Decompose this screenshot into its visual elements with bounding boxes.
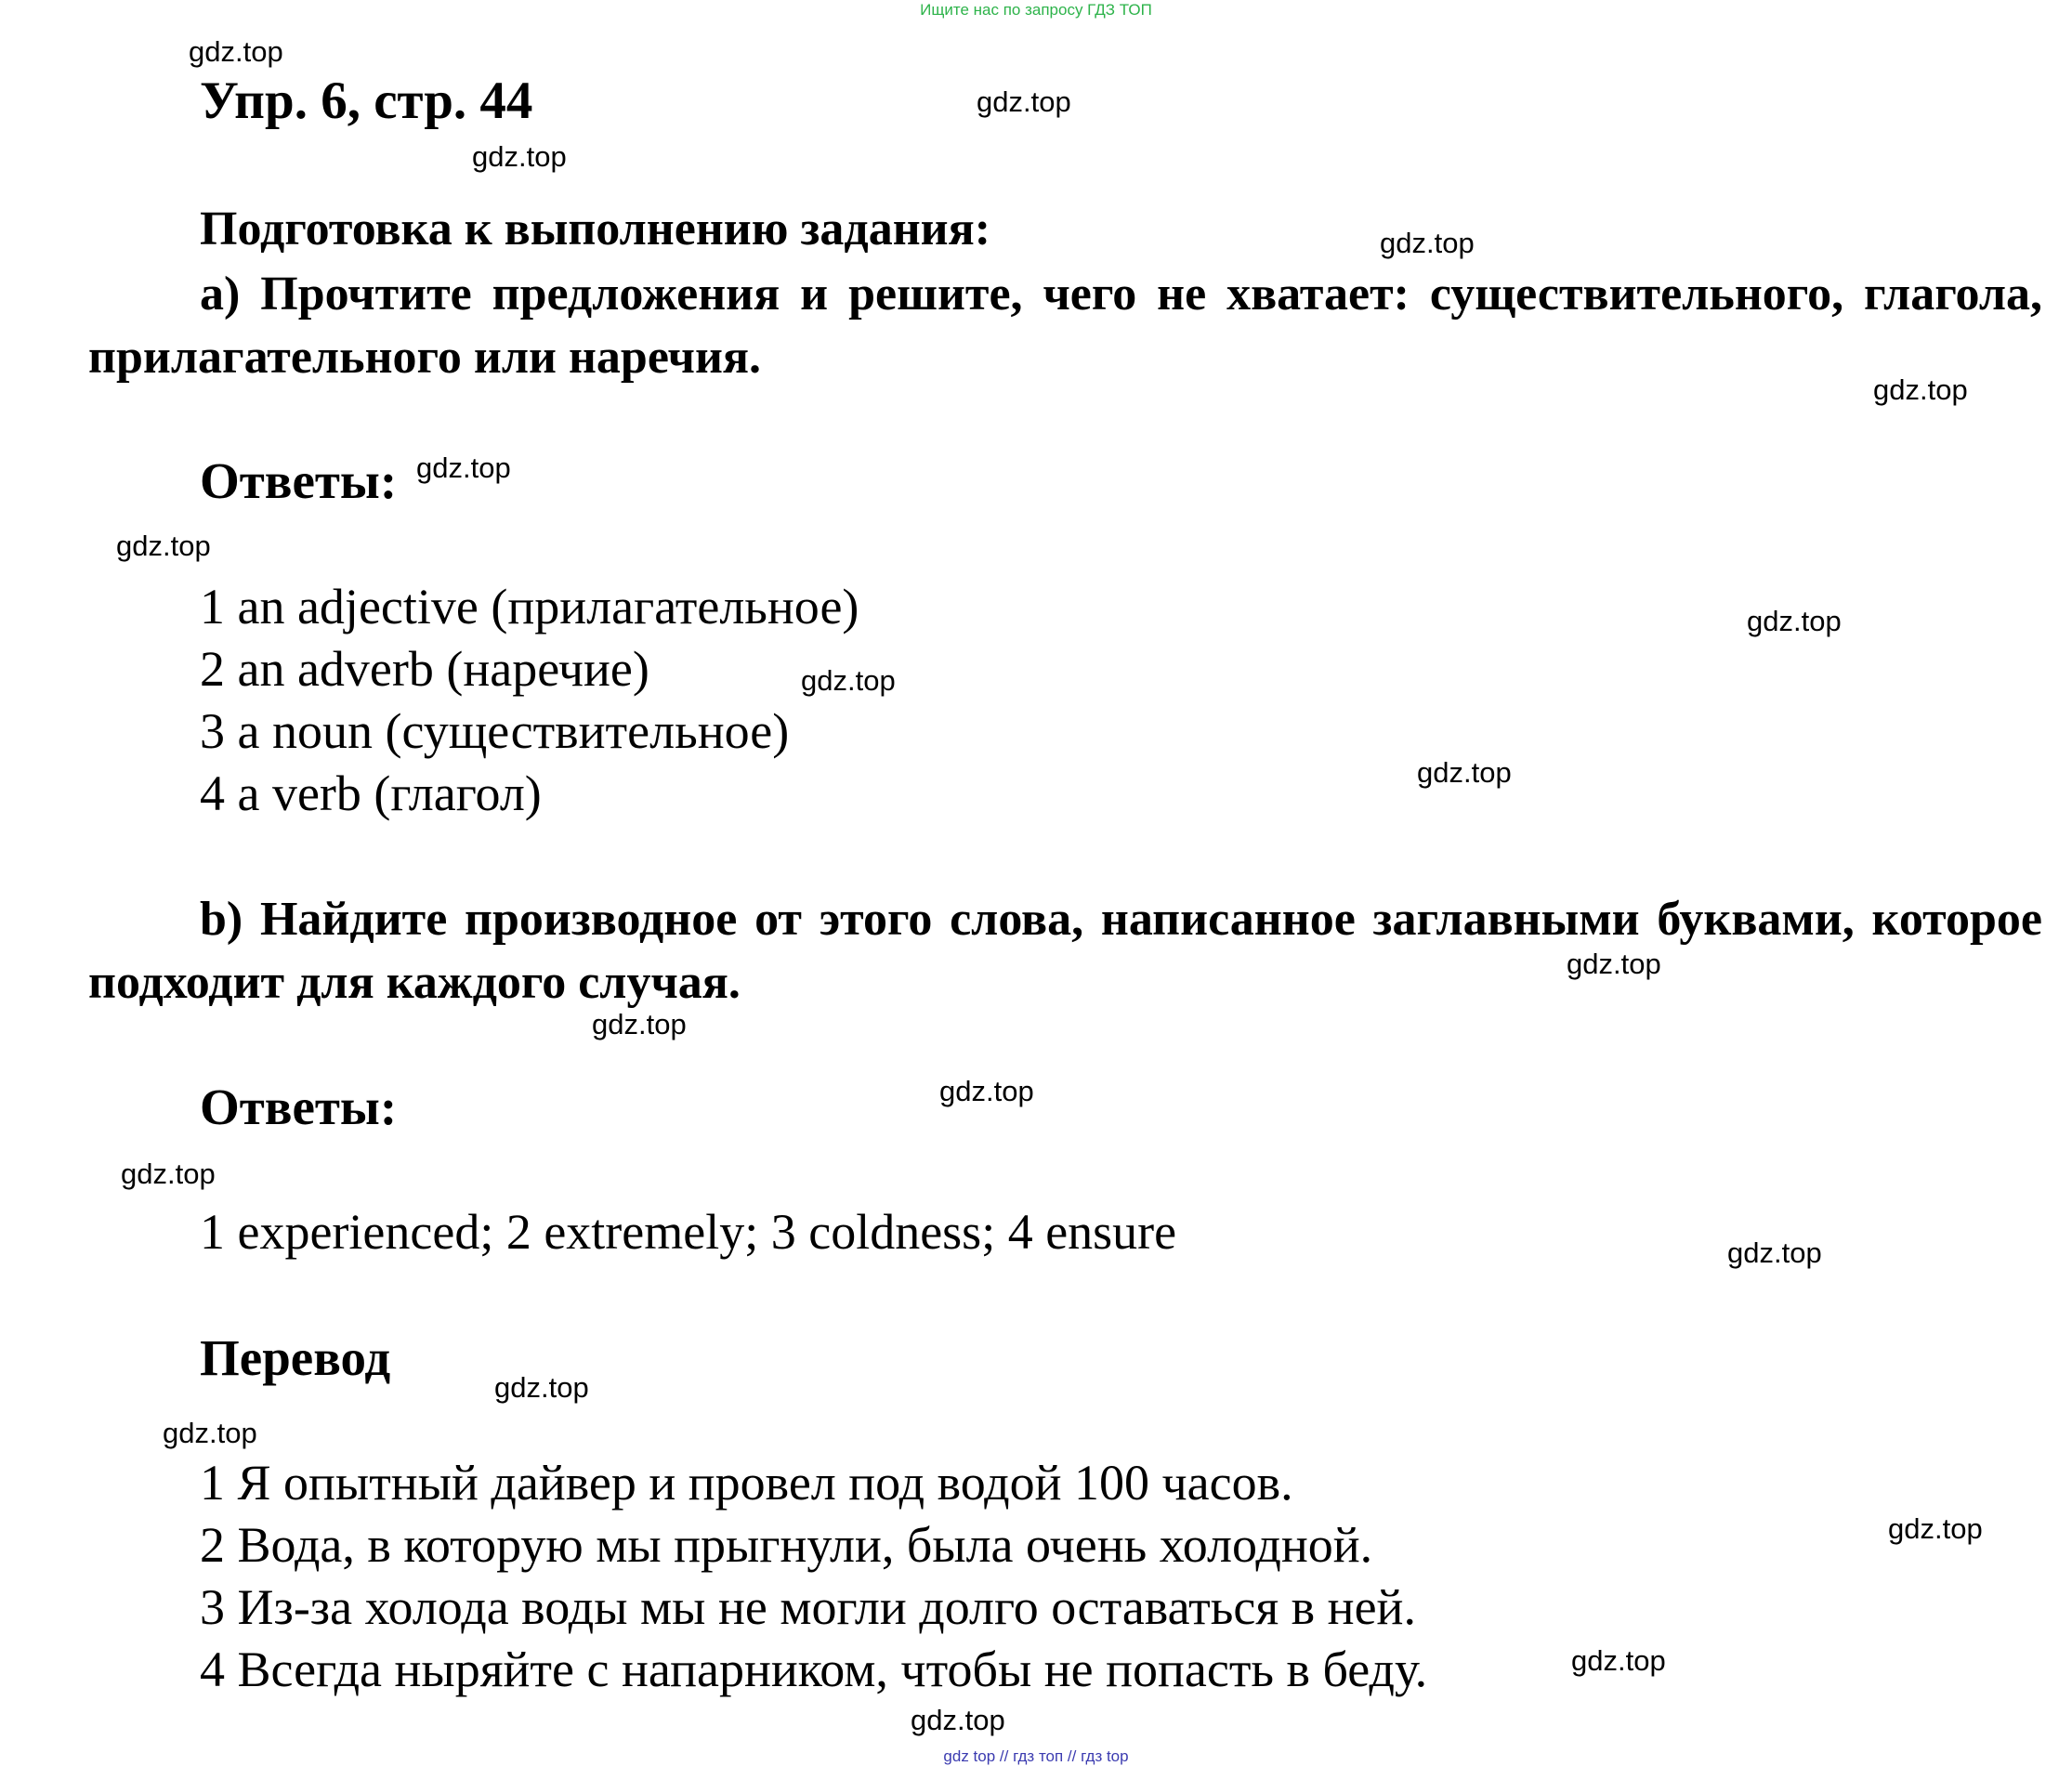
watermark: gdz.top xyxy=(1380,227,1475,259)
watermark: gdz.top xyxy=(472,140,567,173)
bottom-banner: gdz top // гдз топ // гдз top xyxy=(943,1747,1129,1765)
watermark: gdz.top xyxy=(416,451,511,484)
watermark: gdz.top xyxy=(801,664,896,697)
list-item: 4 a verb (глагол) xyxy=(200,765,542,821)
watermark: gdz.top xyxy=(911,1704,1005,1736)
list-item: 4 Всегда ныряйте с напарником, чтобы не попасть в беду. xyxy=(200,1642,1428,1697)
task-a-instructions: a) Прочтите предложения и решите, чего не хватает: существительного, глагола, прилагательного или наречия. xyxy=(88,268,2042,384)
answers-line-b: 1 experienced; 2 extremely; 3 coldness; 4 ensure xyxy=(200,1204,1177,1260)
watermark: gdz.top xyxy=(163,1417,257,1449)
watermark: gdz.top xyxy=(121,1158,216,1190)
watermark: gdz.top xyxy=(116,530,211,562)
translation-heading: Перевод xyxy=(200,1329,391,1386)
watermark: gdz.top xyxy=(592,1008,687,1040)
list-item: 1 an adjective (прилагательное) xyxy=(200,579,859,634)
watermark: gdz.top xyxy=(1571,1644,1666,1677)
watermark: gdz.top xyxy=(1417,756,1512,789)
watermark: gdz.top xyxy=(189,35,283,68)
list-item: 3 Из-за холода воды мы не могли долго оставаться в ней. xyxy=(200,1579,1416,1635)
list-item: 2 an adverb (наречие) xyxy=(200,641,649,697)
watermark: gdz.top xyxy=(1567,948,1661,980)
watermark: gdz.top xyxy=(1727,1236,1822,1269)
top-banner: Ищите нас по запросу ГДЗ ТОП xyxy=(920,1,1152,19)
watermark: gdz.top xyxy=(494,1371,589,1404)
watermark: gdz.top xyxy=(1888,1512,1983,1545)
task-b-instructions: b) Найдите производное от этого слова, написанное заглавными буквами, которое подходит для каждого случая. xyxy=(88,893,2042,1009)
watermark: gdz.top xyxy=(977,85,1071,118)
exercise-title: Упр. 6, стр. 44 xyxy=(200,72,533,130)
list-item: 1 Я опытный дайвер и провел под водой 100 часов. xyxy=(200,1455,1293,1511)
answers-heading-b: Ответы: xyxy=(200,1079,398,1135)
list-item: 3 a noun (существительное) xyxy=(200,703,790,759)
translation-list xyxy=(200,1452,1427,1701)
watermark: gdz.top xyxy=(1873,373,1968,406)
watermark: gdz.top xyxy=(1747,605,1842,637)
watermark: gdz.top xyxy=(939,1075,1034,1107)
preparation-heading: Подготовка к выполнению задания: xyxy=(200,203,991,255)
answers-heading-a: Ответы: xyxy=(200,452,398,509)
list-item: 2 Вода, в которую мы прыгнули, была очень холодной. xyxy=(200,1517,1373,1573)
answers-list-a xyxy=(200,576,859,825)
